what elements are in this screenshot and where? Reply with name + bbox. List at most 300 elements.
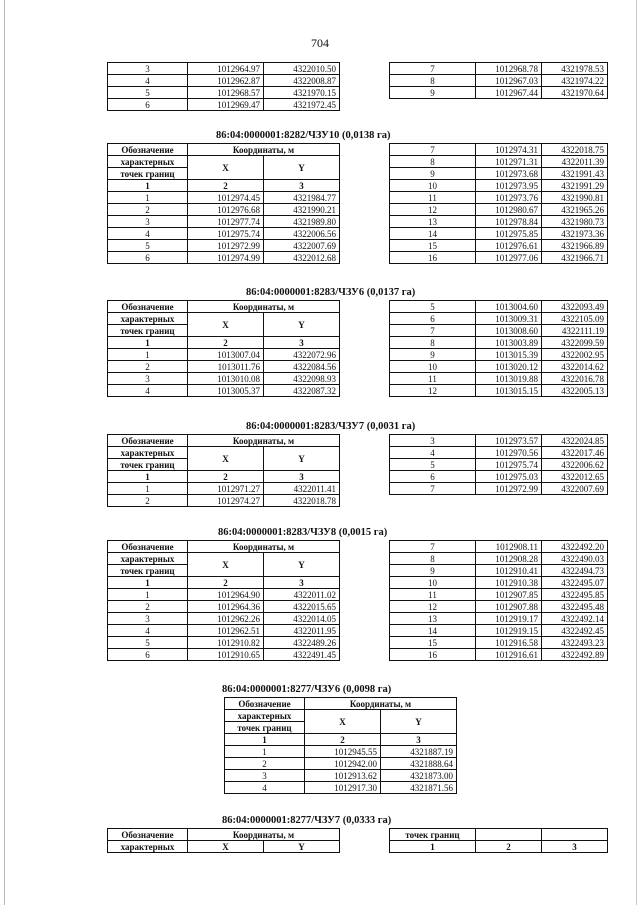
y-coordinate-cell: 4322008.87 [264, 75, 340, 87]
header-coords: Координаты, м [188, 144, 340, 156]
header-designation: Обозначение [108, 144, 188, 156]
point-number-cell: 6 [390, 471, 476, 483]
y-coordinate-cell: 4321966.71 [542, 252, 608, 264]
column-number-1: 1 [108, 337, 188, 349]
table-row [390, 204, 608, 216]
y-coordinate-cell: 4322005.13 [542, 385, 608, 397]
point-number-cell: 7 [390, 63, 476, 75]
table-8283-czu7-left [107, 434, 340, 507]
table-row [225, 758, 457, 770]
y-coordinate-cell: 4321887.19 [381, 746, 457, 758]
table-row [390, 601, 608, 613]
y-coordinate-cell: 4322495.07 [542, 577, 608, 589]
y-coordinate-cell: 4322084.56 [264, 361, 340, 373]
header-coords: Координаты, м [188, 435, 340, 447]
y-coordinate-cell: 4322093.49 [542, 301, 608, 313]
table-row [225, 770, 457, 782]
point-number-cell: 2 [108, 361, 188, 373]
x-coordinate-cell: 1012974.45 [188, 192, 264, 204]
table-row [390, 541, 608, 553]
y-coordinate-cell: 4322014.05 [264, 613, 340, 625]
header-border-points: точек границ [108, 168, 188, 180]
point-number-cell: 15 [390, 240, 476, 252]
y-coordinate-cell: 4321989.80 [264, 216, 340, 228]
x-coordinate-cell: 1012972.99 [476, 483, 542, 495]
point-number-cell: 5 [108, 637, 188, 649]
y-coordinate-cell: 4321990.81 [542, 192, 608, 204]
header-x: X [305, 710, 381, 734]
y-coordinate-cell: 4322492.14 [542, 613, 608, 625]
page-number: 704 [311, 36, 329, 50]
table-row [225, 782, 457, 794]
point-number-cell: 5 [390, 459, 476, 471]
x-coordinate-cell: 1012974.27 [188, 495, 264, 507]
point-number-cell: 8 [390, 156, 476, 168]
point-number-cell: 15 [390, 637, 476, 649]
y-coordinate-cell: 4322492.45 [542, 625, 608, 637]
header-empty-cell [476, 829, 542, 841]
y-coordinate-cell: 4322493.23 [542, 637, 608, 649]
x-coordinate-cell: 1012978.84 [476, 216, 542, 228]
table-row [390, 637, 608, 649]
table-row [390, 228, 608, 240]
table-row [390, 361, 608, 373]
table-row [108, 63, 340, 75]
point-number-cell: 11 [390, 589, 476, 601]
point-number-cell: 8 [390, 553, 476, 565]
y-coordinate-cell: 4322105.09 [542, 313, 608, 325]
y-coordinate-cell: 4321978.53 [542, 63, 608, 75]
y-coordinate-cell: 4321973.36 [542, 228, 608, 240]
x-coordinate-cell: 1012973.95 [476, 180, 542, 192]
y-coordinate-cell: 4322011.02 [264, 589, 340, 601]
y-coordinate-cell: 4322492.89 [542, 649, 608, 661]
table-row [390, 483, 608, 495]
point-number-cell: 2 [108, 601, 188, 613]
point-number-cell: 4 [108, 228, 188, 240]
table-row [108, 373, 340, 385]
y-coordinate-cell: 4322010.50 [264, 63, 340, 75]
point-number-cell: 1 [108, 349, 188, 361]
header-border-points: точек границ [225, 722, 305, 734]
table-row [108, 228, 340, 240]
point-number-cell: 13 [390, 613, 476, 625]
point-number-cell: 6 [108, 649, 188, 661]
x-coordinate-cell: 1012962.26 [188, 613, 264, 625]
y-coordinate-cell: 4322006.62 [542, 459, 608, 471]
point-number-cell: 10 [390, 361, 476, 373]
point-number-cell: 16 [390, 252, 476, 264]
x-coordinate-cell: 1012977.06 [476, 252, 542, 264]
header-designation: Обозначение [225, 698, 305, 710]
x-coordinate-cell: 1012945.55 [305, 746, 381, 758]
point-number-cell: 4 [108, 625, 188, 637]
header-border-points: точек границ [108, 325, 188, 337]
x-coordinate-cell: 1012968.57 [188, 87, 264, 99]
table-row [390, 337, 608, 349]
section-title-8282-czu10: 86:04:0000001:8282/ЧЗУ10 (0,0138 га) [216, 130, 391, 141]
header-coords: Координаты, м [188, 541, 340, 553]
x-coordinate-cell: 1012975.74 [188, 228, 264, 240]
x-coordinate-cell: 1013008.60 [476, 325, 542, 337]
table-row [108, 240, 340, 252]
x-coordinate-cell: 1012910.82 [188, 637, 264, 649]
table-8282-czu10-right [389, 143, 608, 264]
x-coordinate-cell: 1012910.41 [476, 565, 542, 577]
y-coordinate-cell: 4322014.62 [542, 361, 608, 373]
x-coordinate-cell: 1012973.68 [476, 168, 542, 180]
y-coordinate-cell: 4322011.39 [542, 156, 608, 168]
y-coordinate-cell: 4322024.85 [542, 435, 608, 447]
header-x: X [188, 313, 264, 337]
y-coordinate-cell: 4321873.00 [381, 770, 457, 782]
x-coordinate-cell: 1013009.31 [476, 313, 542, 325]
point-number-cell: 3 [108, 613, 188, 625]
x-coordinate-cell: 1012975.85 [476, 228, 542, 240]
point-number-cell: 3 [390, 435, 476, 447]
y-coordinate-cell: 4322018.75 [542, 144, 608, 156]
header-characteristic: характерных [225, 710, 305, 722]
x-coordinate-cell: 1012973.76 [476, 192, 542, 204]
x-coordinate-cell: 1013005.37 [188, 385, 264, 397]
y-coordinate-cell: 4322491.45 [264, 649, 340, 661]
y-coordinate-cell: 4322111.19 [542, 325, 608, 337]
section-title-8283-czu7: 86:04:0000001:8283/ЧЗУ7 (0,0031 га) [246, 421, 416, 432]
column-number-3: 3 [264, 180, 340, 192]
point-number-cell: 3 [225, 770, 305, 782]
point-number-cell: 1 [108, 589, 188, 601]
y-coordinate-cell: 4321974.22 [542, 75, 608, 87]
x-coordinate-cell: 1012916.61 [476, 649, 542, 661]
x-coordinate-cell: 1013019.88 [476, 373, 542, 385]
column-number-2: 2 [188, 180, 264, 192]
point-number-cell: 6 [390, 313, 476, 325]
table-row [390, 349, 608, 361]
point-number-cell: 8 [390, 75, 476, 87]
table-row [108, 361, 340, 373]
table-row [108, 99, 340, 111]
point-number-cell: 14 [390, 625, 476, 637]
table-row [108, 637, 340, 649]
table-row [390, 325, 608, 337]
y-coordinate-cell: 4322099.59 [542, 337, 608, 349]
point-number-cell: 12 [390, 385, 476, 397]
point-number-cell: 4 [225, 782, 305, 794]
table-row [108, 495, 340, 507]
x-coordinate-cell: 1012976.68 [188, 204, 264, 216]
point-number-cell: 4 [108, 385, 188, 397]
x-coordinate-cell: 1012971.31 [476, 156, 542, 168]
header-y: Y [381, 710, 457, 734]
table-row [108, 589, 340, 601]
header-y: Y [264, 447, 340, 471]
section-title-8283-czu6: 86:04:0000001:8283/ЧЗУ6 (0,0137 га) [246, 287, 416, 298]
point-number-cell: 7 [390, 325, 476, 337]
x-coordinate-cell: 1012973.57 [476, 435, 542, 447]
y-coordinate-cell: 4322012.65 [542, 471, 608, 483]
column-number-2: 2 [188, 471, 264, 483]
header-characteristic: характерных [108, 313, 188, 325]
section-title-8277-czu6: 86:04:0000001:8277/ЧЗУ6 (0,0098 га) [222, 684, 392, 695]
column-number-3: 3 [264, 471, 340, 483]
x-coordinate-cell: 1012976.61 [476, 240, 542, 252]
x-coordinate-cell: 1012975.74 [476, 459, 542, 471]
x-coordinate-cell: 1012974.99 [188, 252, 264, 264]
x-coordinate-cell: 1012942.00 [305, 758, 381, 770]
x-coordinate-cell: 1012967.44 [476, 87, 542, 99]
table-row [390, 156, 608, 168]
point-number-cell: 5 [390, 301, 476, 313]
table-row [390, 589, 608, 601]
x-coordinate-cell: 1012962.51 [188, 625, 264, 637]
header-characteristic: характерных [108, 553, 188, 565]
x-coordinate-cell: 1013007.04 [188, 349, 264, 361]
y-coordinate-cell: 4321888.64 [381, 758, 457, 770]
x-coordinate-cell: 1012916.58 [476, 637, 542, 649]
header-y: Y [264, 841, 340, 853]
point-number-cell: 16 [390, 649, 476, 661]
column-number-2: 2 [305, 734, 381, 746]
table-row [108, 252, 340, 264]
header-x: X [188, 447, 264, 471]
x-coordinate-cell: 1012967.03 [476, 75, 542, 87]
y-coordinate-cell: 4322489.26 [264, 637, 340, 649]
x-coordinate-cell: 1012907.88 [476, 601, 542, 613]
table-row [390, 459, 608, 471]
header-designation: Обозначение [108, 301, 188, 313]
table-row [390, 252, 608, 264]
column-number-1: 1 [108, 180, 188, 192]
column-number-1: 1 [390, 841, 476, 853]
header-characteristic: характерных [108, 841, 188, 853]
table-row [390, 63, 608, 75]
point-number-cell: 12 [390, 601, 476, 613]
point-number-cell: 2 [108, 495, 188, 507]
y-coordinate-cell: 4321970.64 [542, 87, 608, 99]
column-number-2: 2 [188, 337, 264, 349]
x-coordinate-cell: 1012919.17 [476, 613, 542, 625]
table-8283-czu6-left [107, 300, 340, 397]
table-8277-czu7-right [389, 828, 608, 853]
table-row [390, 435, 608, 447]
table-row [108, 349, 340, 361]
point-number-cell: 1 [108, 483, 188, 495]
y-coordinate-cell: 4322098.93 [264, 373, 340, 385]
table-row [390, 301, 608, 313]
table-row [108, 625, 340, 637]
column-number-3: 3 [264, 337, 340, 349]
table-continuation-left [107, 62, 340, 111]
point-number-cell: 7 [390, 541, 476, 553]
header-coords: Координаты, м [188, 829, 340, 841]
header-border-points: точек границ [390, 829, 476, 841]
x-coordinate-cell: 1012919.15 [476, 625, 542, 637]
x-coordinate-cell: 1012910.38 [476, 577, 542, 589]
x-coordinate-cell: 1012962.87 [188, 75, 264, 87]
x-coordinate-cell: 1012974.31 [476, 144, 542, 156]
table-row [390, 385, 608, 397]
y-coordinate-cell: 4321871.56 [381, 782, 457, 794]
x-coordinate-cell: 1013015.39 [476, 349, 542, 361]
x-coordinate-cell: 1012910.65 [188, 649, 264, 661]
x-coordinate-cell: 1012908.28 [476, 553, 542, 565]
y-coordinate-cell: 4322490.03 [542, 553, 608, 565]
header-x: X [188, 841, 264, 853]
table-row [390, 240, 608, 252]
x-coordinate-cell: 1012980.67 [476, 204, 542, 216]
point-number-cell: 10 [390, 577, 476, 589]
x-coordinate-cell: 1012972.99 [188, 240, 264, 252]
point-number-cell: 4 [390, 447, 476, 459]
x-coordinate-cell: 1012968.78 [476, 63, 542, 75]
y-coordinate-cell: 4321970.15 [264, 87, 340, 99]
y-coordinate-cell: 4322011.41 [264, 483, 340, 495]
column-number-2: 2 [188, 577, 264, 589]
scan-edge-left [4, 0, 5, 905]
point-number-cell: 2 [225, 758, 305, 770]
header-designation: Обозначение [108, 541, 188, 553]
y-coordinate-cell: 4321991.43 [542, 168, 608, 180]
x-coordinate-cell: 1012970.56 [476, 447, 542, 459]
table-row [390, 649, 608, 661]
x-coordinate-cell: 1013015.15 [476, 385, 542, 397]
table-row [390, 565, 608, 577]
y-coordinate-cell: 4322016.78 [542, 373, 608, 385]
header-border-points: точек границ [108, 459, 188, 471]
y-coordinate-cell: 4322011.95 [264, 625, 340, 637]
header-x: X [188, 156, 264, 180]
point-number-cell: 2 [108, 204, 188, 216]
table-row [390, 87, 608, 99]
x-coordinate-cell: 1012917.30 [305, 782, 381, 794]
point-number-cell: 5 [108, 240, 188, 252]
x-coordinate-cell: 1012907.85 [476, 589, 542, 601]
table-row [390, 216, 608, 228]
column-number-3: 3 [381, 734, 457, 746]
point-number-cell: 13 [390, 216, 476, 228]
table-row [390, 373, 608, 385]
y-coordinate-cell: 4322015.65 [264, 601, 340, 613]
y-coordinate-cell: 4321984.77 [264, 192, 340, 204]
y-coordinate-cell: 4322492.20 [542, 541, 608, 553]
table-row [390, 553, 608, 565]
table-row [108, 87, 340, 99]
point-number-cell: 8 [390, 337, 476, 349]
point-number-cell: 12 [390, 204, 476, 216]
column-number-2: 2 [476, 841, 542, 853]
header-designation: Обозначение [108, 829, 188, 841]
point-number-cell: 4 [108, 75, 188, 87]
point-number-cell: 7 [390, 144, 476, 156]
point-number-cell: 9 [390, 349, 476, 361]
table-row [108, 192, 340, 204]
y-coordinate-cell: 4322072.96 [264, 349, 340, 361]
x-coordinate-cell: 1012977.74 [188, 216, 264, 228]
table-row [108, 649, 340, 661]
y-coordinate-cell: 4322018.78 [264, 495, 340, 507]
table-row [390, 168, 608, 180]
header-y: Y [264, 553, 340, 577]
table-row [390, 144, 608, 156]
y-coordinate-cell: 4321980.73 [542, 216, 608, 228]
column-number-3: 3 [264, 577, 340, 589]
column-number-1: 1 [108, 577, 188, 589]
y-coordinate-cell: 4322002.95 [542, 349, 608, 361]
table-row [108, 601, 340, 613]
x-coordinate-cell: 1012908.11 [476, 541, 542, 553]
header-coords: Координаты, м [188, 301, 340, 313]
table-8283-czu8-right [389, 540, 608, 661]
y-coordinate-cell: 4322017.46 [542, 447, 608, 459]
x-coordinate-cell: 1012913.62 [305, 770, 381, 782]
x-coordinate-cell: 1012964.90 [188, 589, 264, 601]
header-characteristic: характерных [108, 447, 188, 459]
point-number-cell: 9 [390, 565, 476, 577]
y-coordinate-cell: 4322495.48 [542, 601, 608, 613]
section-title-8283-czu8: 86:04:0000001:8283/ЧЗУ8 (0,0015 га) [218, 527, 388, 538]
header-y: Y [264, 313, 340, 337]
table-continuation-right [389, 62, 608, 99]
point-number-cell: 10 [390, 180, 476, 192]
table-8277-czu6 [224, 697, 457, 794]
x-coordinate-cell: 1012964.97 [188, 63, 264, 75]
table-row [108, 75, 340, 87]
point-number-cell: 3 [108, 63, 188, 75]
point-number-cell: 11 [390, 192, 476, 204]
point-number-cell: 9 [390, 87, 476, 99]
table-8282-czu10-left [107, 143, 340, 264]
table-row [390, 577, 608, 589]
column-number-3: 3 [542, 841, 608, 853]
table-row [108, 385, 340, 397]
point-number-cell: 3 [108, 216, 188, 228]
x-coordinate-cell: 1012969.47 [188, 99, 264, 111]
point-number-cell: 14 [390, 228, 476, 240]
table-row [390, 192, 608, 204]
x-coordinate-cell: 1012975.03 [476, 471, 542, 483]
table-row [390, 75, 608, 87]
x-coordinate-cell: 1013003.89 [476, 337, 542, 349]
x-coordinate-cell: 1013004.60 [476, 301, 542, 313]
table-row [108, 613, 340, 625]
y-coordinate-cell: 4321991.29 [542, 180, 608, 192]
table-row [108, 483, 340, 495]
section-title-8277-czu7: 86:04:0000001:8277/ЧЗУ7 (0,0333 га) [222, 815, 392, 826]
point-number-cell: 7 [390, 483, 476, 495]
header-empty-cell [542, 829, 608, 841]
table-8277-czu7-left [107, 828, 340, 853]
y-coordinate-cell: 4321966.89 [542, 240, 608, 252]
table-row [108, 216, 340, 228]
scan-edge-right [636, 0, 637, 905]
y-coordinate-cell: 4322007.69 [542, 483, 608, 495]
header-y: Y [264, 156, 340, 180]
point-number-cell: 11 [390, 373, 476, 385]
header-coords: Координаты, м [305, 698, 457, 710]
point-number-cell: 1 [108, 192, 188, 204]
x-coordinate-cell: 1012971.27 [188, 483, 264, 495]
table-row [390, 180, 608, 192]
point-number-cell: 6 [108, 252, 188, 264]
x-coordinate-cell: 1012964.36 [188, 601, 264, 613]
header-x: X [188, 553, 264, 577]
point-number-cell: 5 [108, 87, 188, 99]
table-row [108, 204, 340, 216]
x-coordinate-cell: 1013010.08 [188, 373, 264, 385]
header-characteristic: характерных [108, 156, 188, 168]
table-row [390, 613, 608, 625]
table-row [225, 746, 457, 758]
